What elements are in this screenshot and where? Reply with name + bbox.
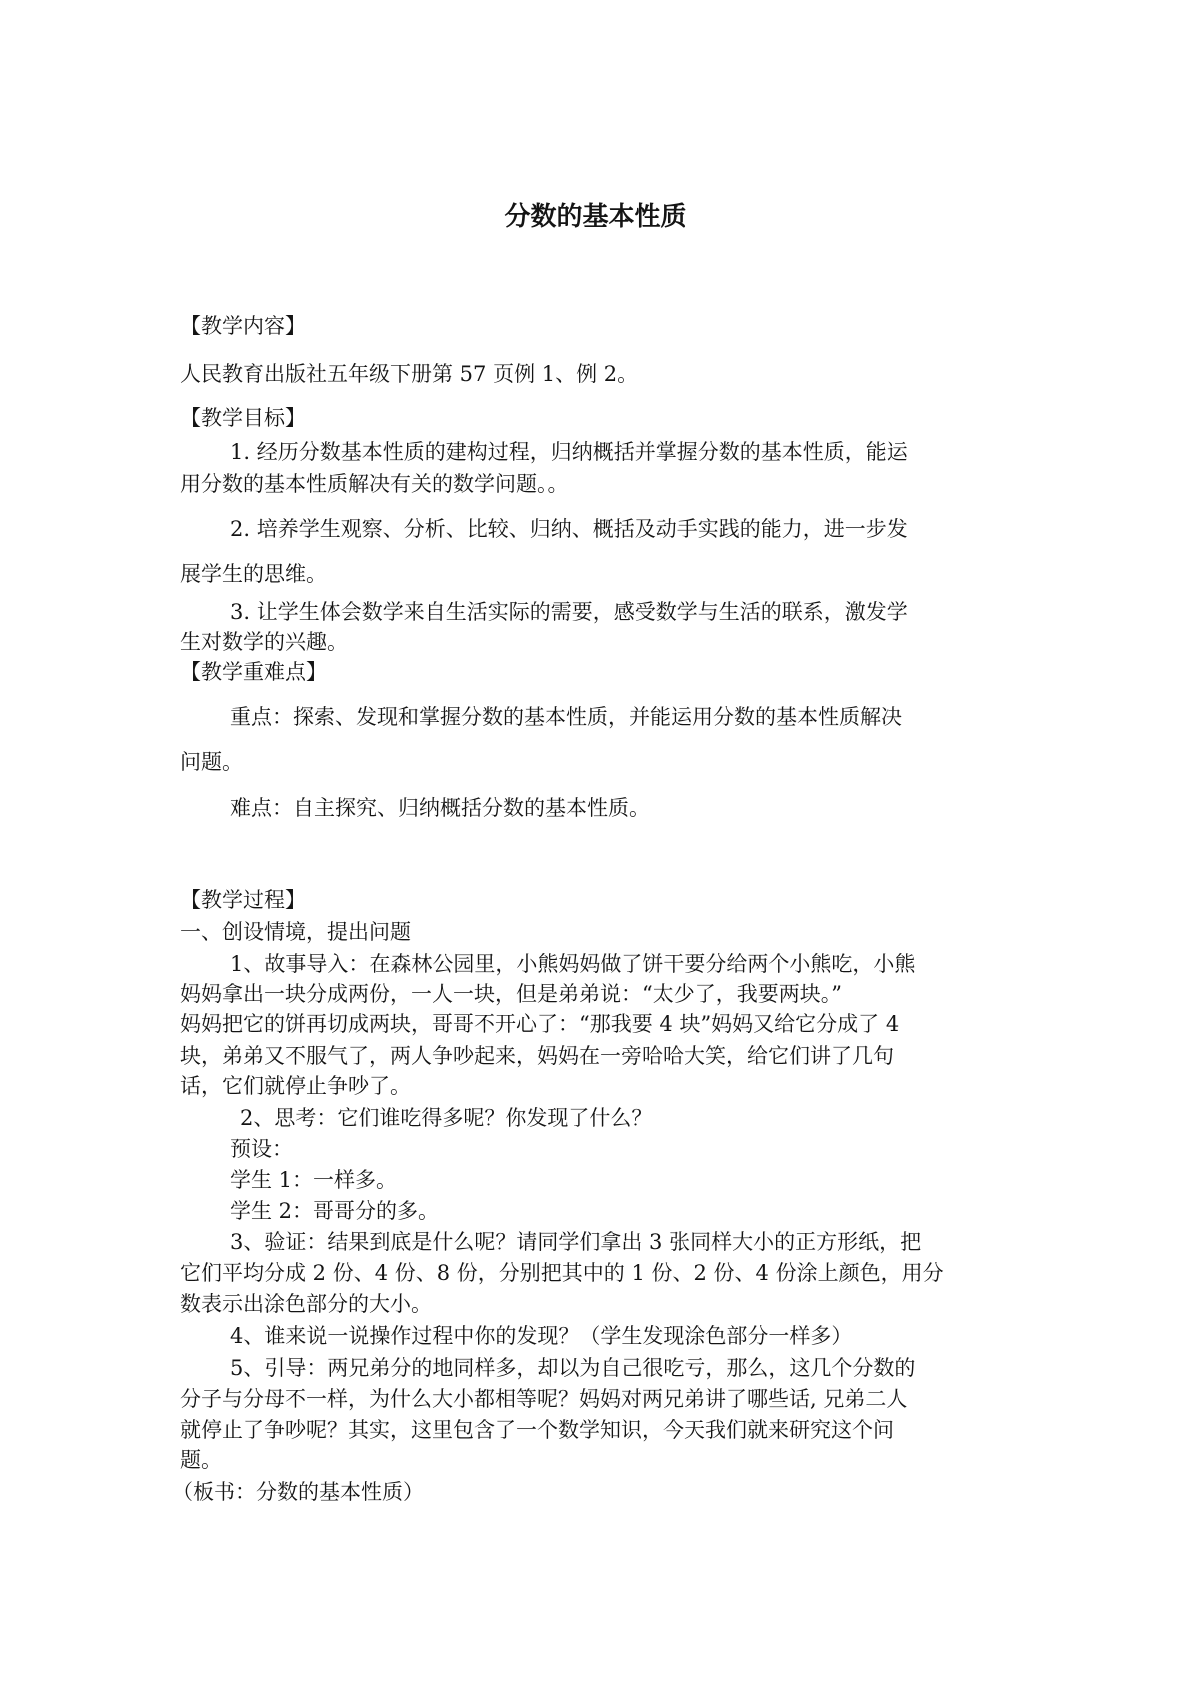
paragraph-5-line-1: 5、引导：两兄弟分的地同样多，却以为自己很吃亏，那么，这几个分数的 [230,1356,916,1380]
section-heading-process: 【教学过程】 [180,888,306,912]
paragraph-4: 4、谁来说一说操作过程中你的发现？（学生发现涂色部分一样多） [230,1324,853,1348]
section-heading-goals: 【教学目标】 [180,406,306,430]
student-1-answer: 学生 1：一样多。 [230,1168,398,1192]
paragraph-2: 2、思考：它们谁吃得多呢？你发现了什么？ [240,1106,653,1130]
goal-2-line-1: 2. 培养学生观察、分析、比较、归纳、概括及动手实践的能力，进一步发 [230,517,908,541]
section-heading-key-points: 【教学重难点】 [180,660,327,684]
paragraph-5-line-4: 题。 [180,1448,222,1472]
preset-label: 预设： [230,1137,293,1161]
paragraph-1-line-1: 1、故事导入：在森林公园里，小熊妈妈做了饼干要分给两个小熊吃，小熊 [230,952,916,976]
paragraph-3-line-3: 数表示出涂色部分的大小。 [180,1292,432,1316]
goal-1-line-1: 1. 经历分数基本性质的建构过程，归纳概括并掌握分数的基本性质，能运 [230,440,908,464]
blackboard-note: （板书：分数的基本性质） [172,1480,424,1504]
paragraph-1-line-5: 话，它们就停止争吵了。 [180,1074,411,1098]
key-point-line-1: 重点：探索、发现和掌握分数的基本性质，并能运用分数的基本性质解决 [230,705,902,729]
goal-2-line-2: 展学生的思维。 [180,562,327,586]
goal-1-line-2: 用分数的基本性质解决有关的数学问题。。 [180,472,569,496]
page-title: 分数的基本性质 [504,202,687,232]
paragraph-1-line-3: 妈妈把它的饼再切成两块，哥哥不开心了：“那我要 4 块”妈妈又给它分成了 4 [180,1012,900,1036]
goal-3-line-2: 生对数学的兴趣。 [180,630,348,654]
paragraph-1-line-4: 块，弟弟又不服气了，两人争吵起来，妈妈在一旁哈哈大笑，给它们讲了几句 [180,1044,894,1068]
content-text: 人民教育出版社五年级下册第 57 页例 1、例 2。 [180,362,639,386]
step-heading: 一、创设情境，提出问题 [180,920,411,944]
goal-3-line-1: 3. 让学生体会数学来自生活实际的需要，感受数学与生活的联系，激发学 [230,600,908,624]
paragraph-3-line-1: 3、验证：结果到底是什么呢？请同学们拿出 3 张同样大小的正方形纸，把 [230,1230,922,1254]
section-heading-content: 【教学内容】 [180,314,306,338]
key-point-line-2: 问题。 [180,750,243,774]
paragraph-1-line-2: 妈妈拿出一块分成两份，一人一块，但是弟弟说：“太少了，我要两块。” [180,982,842,1006]
paragraph-5-line-2: 分子与分母不一样，为什么大小都相等呢？妈妈对两兄弟讲了哪些话, 兄弟二人 [180,1387,908,1411]
paragraph-5-line-3: 就停止了争吵呢？其实，这里包含了一个数学知识，今天我们就来研究这个问 [180,1418,894,1442]
student-2-answer: 学生 2：哥哥分的多。 [230,1199,440,1223]
difficulty-text: 难点：自主探究、归纳概括分数的基本性质。 [230,796,650,820]
paragraph-3-line-2: 它们平均分成 2 份、4 份、8 份，分别把其中的 1 份、2 份、4 份涂上颜色，用分 [180,1261,944,1285]
